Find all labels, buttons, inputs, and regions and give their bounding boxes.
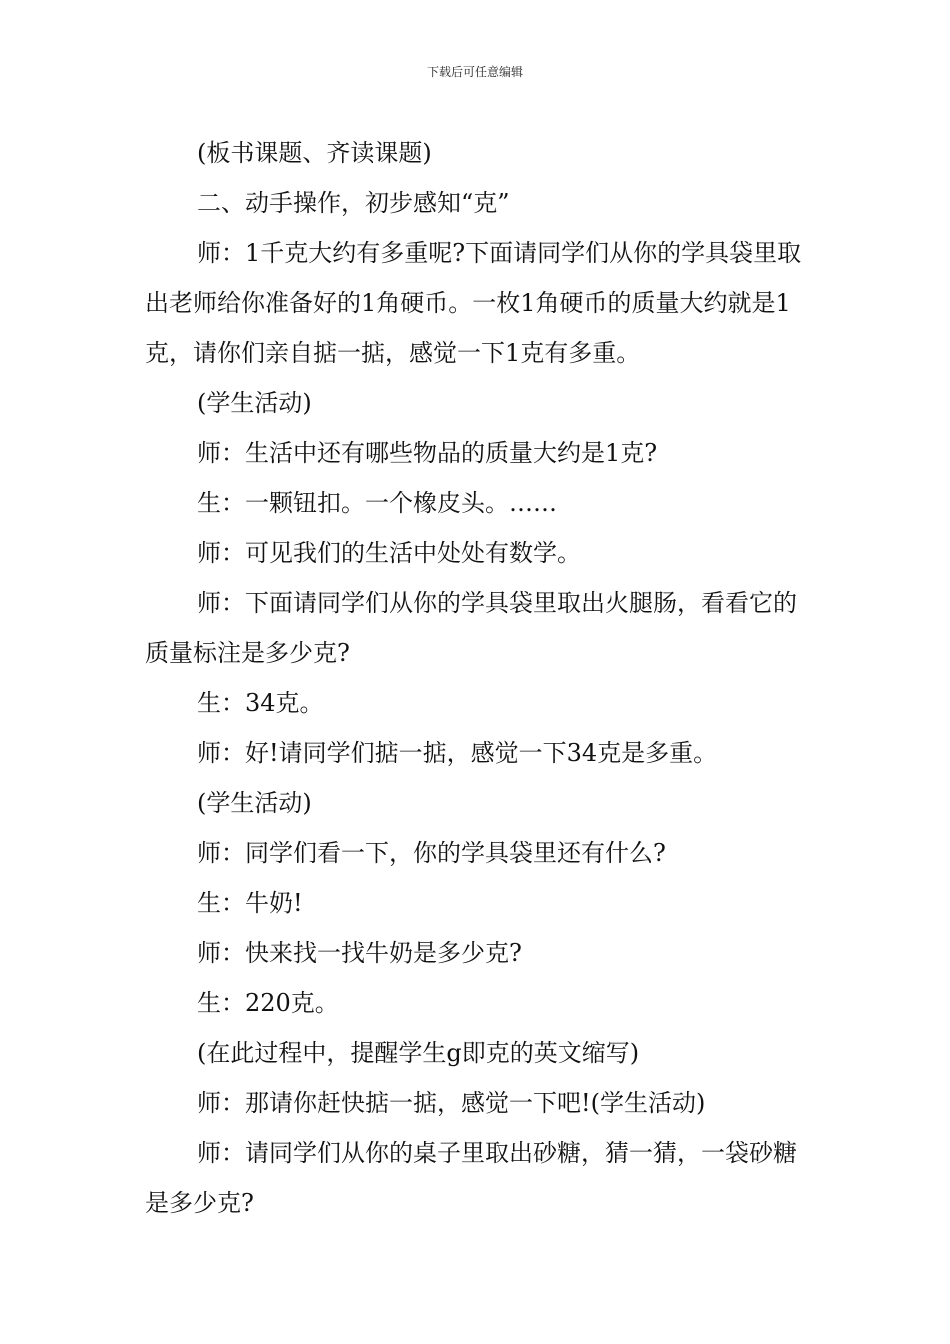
paragraph: 师：那请你赶快掂一掂，感觉一下吧!(学生活动) <box>197 1089 706 1117</box>
paragraph: 师：生活中还有哪些物品的质量大约是1克? <box>197 439 658 467</box>
paragraph: 师：下面请同学们从你的学具袋里取出火腿肠，看看它的质量标注是多少克? <box>145 589 797 667</box>
paragraph: (在此过程中，提醒学生g即克的英文缩写) <box>197 1039 640 1067</box>
paragraph: 师：快来找一找牛奶是多少克? <box>197 939 522 967</box>
paragraph: (学生活动) <box>197 389 312 417</box>
paragraph: (学生活动) <box>197 789 312 817</box>
paragraph: 师：同学们看一下，你的学具袋里还有什么? <box>197 839 666 867</box>
paragraph: 生：一颗钮扣。一个橡皮头。…… <box>197 489 557 517</box>
paragraph: 生：220克。 <box>197 989 339 1017</box>
paragraph: 生：34克。 <box>197 689 324 717</box>
paragraph: 师：可见我们的生活中处处有数学。 <box>197 539 581 567</box>
page-header: 下载后可任意编辑 <box>426 65 523 79</box>
section-heading: 二、动手操作，初步感知“克” <box>197 189 510 217</box>
paragraph: 师：好!请同学们掂一掂，感觉一下34克是多重。 <box>197 739 718 767</box>
document-body <box>145 128 810 1228</box>
paragraph: 生：牛奶! <box>197 889 303 917</box>
paragraph: 师：请同学们从你的桌子里取出砂糖，猜一猜，一袋砂糖是多少克? <box>145 1139 797 1217</box>
paragraph: 师：1千克大约有多重呢?下面请同学们从你的学具袋里取出老师给你准备好的1角硬币。一枚1角硬币的质量大约就是1克，请你们亲自掂一掂，感觉一下1克有多重。 <box>145 239 802 367</box>
paragraph: (板书课题、齐读课题) <box>197 139 432 167</box>
